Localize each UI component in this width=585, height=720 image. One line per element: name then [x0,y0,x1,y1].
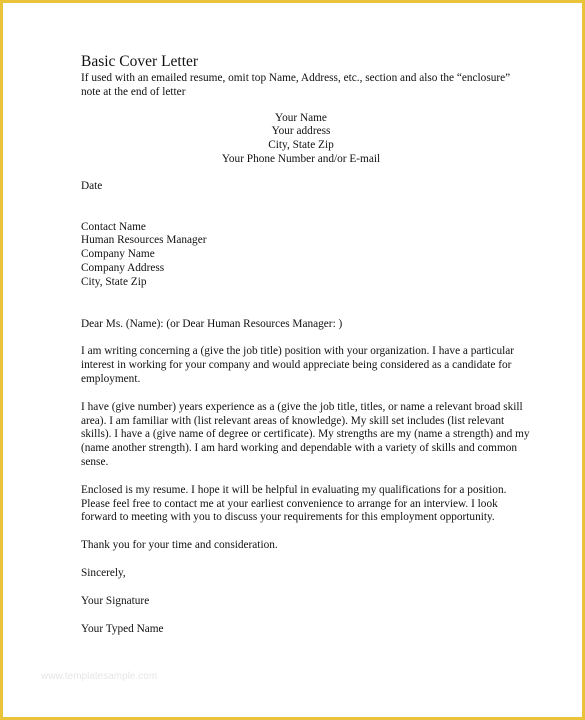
recipient-contact-name: Contact Name [81,220,146,233]
recipient-block [81,221,531,290]
letter-date: Date [81,179,103,192]
sender-city: City, State Zip [268,139,334,152]
closing: Sincerely, [81,566,126,579]
sender-block [81,112,521,167]
recipient-city: City, State Zip [81,275,147,288]
usage-note: If used with an emailed resume, omit top Name, Address, etc., section and also the “enclosure” note at the end of letter [81,72,511,98]
typed-name: Your Typed Name [81,622,164,635]
sender-address: Your address [271,125,331,138]
letter-body [81,53,531,636]
recipient-company: Company Name [81,248,155,261]
document-title: Basic Cover Letter [81,53,199,70]
salutation: Dear Ms. (Name): (or Dear Human Resources Manager: ) [81,317,343,330]
recipient-title: Human Resources Manager [81,234,207,247]
recipient-company-address: Company Address [81,261,165,274]
signature: Your Signature [81,594,150,607]
sender-name: Your Name [275,111,327,124]
paragraph-enclosure: Enclosed is my resume. I hope it will be helpful in evaluating my qualifications for a position. Please feel free to contact me at your earliest convenience to arrange for an interview. I look forward to meeting with you to discuss your requirements for this employment opportunity. [81,483,507,524]
watermark: www.templatesample.com [41,671,158,682]
paragraph-intro: I am writing concerning a (give the job title) position with your organization. I have a particular interest in working for your company and would appreciate being considered as a candidate for employment. [81,345,515,385]
paragraph-experience: I have (give number) years experience as a (give the job title, titles, or name a relevant broad skill area). I am familiar with (list relevant areas of knowledge). My skill set includes (list relevant skills). I have a (give name of degree or certificate). My strengths are my (name a strength) and my (name another strength). I am hard working and dependable with a variety of skills and common sense. [81,400,530,468]
paragraph-thanks: Thank you for your time and consideration. [81,539,278,552]
document-page [3,3,582,717]
sender-contact: Your Phone Number and/or E-mail [221,152,381,165]
